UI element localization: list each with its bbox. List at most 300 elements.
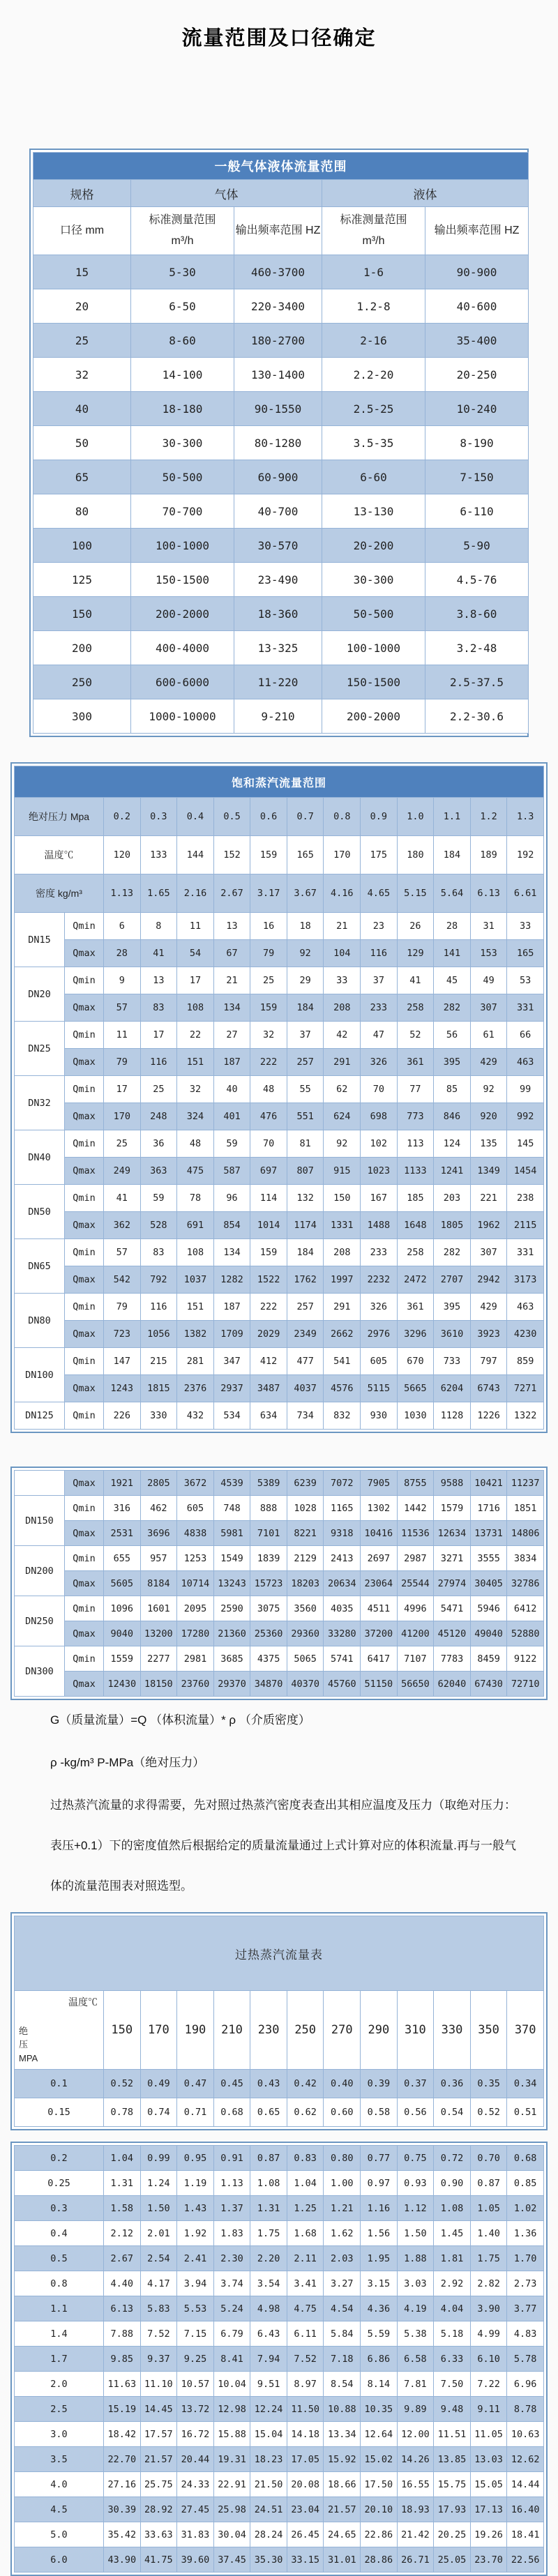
qmax-value: 33280 [324, 1621, 361, 1646]
steam-density-value: 1.40 [470, 2221, 507, 2246]
qmin-value: 33 [324, 967, 361, 994]
qmin-value: 6412 [507, 1596, 544, 1621]
steam-density-value: 1.95 [361, 2246, 398, 2271]
t1-range-value: 9-210 [234, 699, 322, 734]
qmax-value: 141 [434, 940, 471, 967]
qmax-value: 2942 [470, 1266, 507, 1294]
qmin-value: 11 [104, 1022, 141, 1049]
steam-density-value: 0.72 [434, 2146, 471, 2171]
steam-density-value: 9.48 [434, 2397, 471, 2422]
qmax-value: 72710 [507, 1672, 544, 1697]
qmax-value: 13243 [213, 1571, 250, 1596]
steam-density-value: 8.97 [287, 2372, 324, 2397]
qmax-value: 159 [250, 994, 287, 1022]
steam-density-value: 2.54 [140, 2246, 177, 2271]
pressure-row-label: 0.25 [15, 2171, 104, 2196]
qmax-value: 12430 [104, 1672, 141, 1697]
steam-density-value: 5.84 [324, 2321, 361, 2347]
t1-range-value: 60-900 [234, 460, 322, 494]
selection-instructions: 过热蒸汽流量的求得需要，先对照过热蒸汽密度表查出其相应温度及压力（取绝对压力：表压+0.1）下的密度值然后根据给定的质量流量通过上式计算对应的体积流量.再与一般气体的流量范围表对照选型。 [50, 1798, 516, 1893]
col-header-spec: 规格 [33, 180, 131, 207]
qmax-value: 29370 [213, 1672, 250, 1697]
table-title: 过热蒸汽流量表 [15, 1916, 544, 1991]
steam-density-value: 1.70 [507, 2246, 544, 2271]
qmin-value: 395 [434, 1294, 471, 1321]
steam-density-value: 2.92 [434, 2271, 471, 2296]
t1-range-value: 100-1000 [131, 529, 234, 563]
qmin-value: 3560 [287, 1596, 324, 1621]
pressure-value: 0.7 [287, 798, 324, 836]
steam-density-value: 0.68 [213, 2098, 250, 2127]
steam-density-value: 0.85 [507, 2171, 544, 2196]
steam-density-value: 0.87 [250, 2146, 287, 2171]
qmin-value: 221 [470, 1185, 507, 1212]
qmax-value: 45120 [434, 1621, 471, 1646]
saturated-steam-table-continued [10, 1467, 548, 1700]
qmin-value: 17 [104, 1076, 141, 1103]
t1-data-row [33, 665, 529, 699]
qmax-value: 1331 [324, 1212, 361, 1239]
qmax-value: 361 [397, 1049, 434, 1076]
dn-qmax-row [15, 994, 544, 1022]
qmax-value: 21360 [213, 1621, 250, 1646]
steam-density-value: 0.83 [287, 2146, 324, 2171]
qmax-value: 34870 [250, 1672, 287, 1697]
qmax-value: 1133 [397, 1158, 434, 1185]
steam-density-value: 3.41 [287, 2271, 324, 2296]
qmin-value: 21 [324, 913, 361, 940]
steam-density-value: 5.83 [140, 2296, 177, 2321]
qmin-value: 47 [361, 1022, 398, 1049]
qmin-value: 2277 [140, 1646, 177, 1672]
qmin-label: Qmin [65, 1546, 104, 1571]
notes-section [50, 1710, 516, 1907]
qmax-value: 15723 [250, 1571, 287, 1596]
qmin-value: 4035 [324, 1596, 361, 1621]
qmax-value: 854 [213, 1212, 250, 1239]
qmin-value: 1579 [434, 1496, 471, 1521]
saturated-steam-table [10, 762, 548, 1433]
steam-density-value: 0.80 [324, 2146, 361, 2171]
qmin-label: Qmin [65, 1402, 104, 1430]
t1-data-row [33, 255, 529, 289]
dn-label: DN25 [15, 1022, 65, 1076]
qmax-value: 1709 [213, 1321, 250, 1348]
t1-range-value: 20-250 [425, 358, 529, 392]
qmax-value: 40370 [287, 1672, 324, 1697]
qmax-value: 108 [177, 994, 214, 1022]
temperature-header-row [15, 1991, 544, 2070]
qmin-value: 2697 [361, 1546, 398, 1571]
qmax-value: 52880 [507, 1621, 544, 1646]
dn-label: DN65 [15, 1239, 65, 1294]
qmin-label: Qmin [65, 1596, 104, 1621]
qmax-value: 49040 [470, 1621, 507, 1646]
qmax-value: 257 [287, 1049, 324, 1076]
row-label-temperature: 温度℃ [15, 836, 104, 874]
steam-density-value: 0.54 [434, 2098, 471, 2127]
qmin-value: 3834 [507, 1546, 544, 1571]
qmax-value: 67 [213, 940, 250, 967]
t1-range-value: 23-490 [234, 563, 322, 597]
steam-density-value: 1.43 [177, 2196, 214, 2221]
qmin-value: 150 [324, 1185, 361, 1212]
qmax-value: 208 [324, 994, 361, 1022]
qmax-label: Qmax [65, 1158, 104, 1185]
qmax-value: 18150 [140, 1672, 177, 1697]
steam-density-value: 6.96 [507, 2372, 544, 2397]
qmin-value: 1549 [213, 1546, 250, 1571]
steam-density-value: 14.18 [287, 2422, 324, 2447]
qmin-value: 41 [104, 1185, 141, 1212]
temperature-value: 180 [397, 836, 434, 874]
qmin-value: 31 [470, 913, 507, 940]
qmin-value: 57 [104, 1239, 141, 1266]
steam-density-value: 7.22 [470, 2372, 507, 2397]
t1-range-value: 18-180 [131, 392, 234, 426]
t1-range-value: 3.8-60 [425, 597, 529, 631]
qmin-label: Qmin [65, 1348, 104, 1375]
steam-density-value: 16.72 [177, 2422, 214, 2447]
steam-density-value: 15.02 [361, 2447, 398, 2472]
steam-density-value: 12.24 [250, 2397, 287, 2422]
pressure-row-label: 3.0 [15, 2422, 104, 2447]
steam-density-value: 0.51 [507, 2098, 544, 2127]
density-value: 5.64 [434, 874, 471, 913]
col-header-diameter: 口径 mm [33, 207, 131, 255]
steam-density-value: 1.16 [361, 2196, 398, 2221]
steam-density-value: 25.75 [140, 2472, 177, 2497]
steam-density-value: 1.31 [104, 2171, 141, 2196]
pressure-row-label: 0.8 [15, 2271, 104, 2296]
steam-density-value: 14.45 [140, 2397, 177, 2422]
steam-density-value: 18.41 [507, 2522, 544, 2547]
qmax-value: 331 [507, 994, 544, 1022]
steam-density-value: 11.05 [470, 2422, 507, 2447]
steam-density-value: 1.13 [213, 2171, 250, 2196]
t1-range-value: 2.2-20 [322, 358, 425, 392]
qmax-value: 134 [213, 994, 250, 1022]
qmin-value: 62 [324, 1076, 361, 1103]
qmax-value: 792 [140, 1266, 177, 1294]
steam-density-value: 1.00 [324, 2171, 361, 2196]
steam-density-value: 13.85 [434, 2447, 471, 2472]
qmax-value: 2232 [361, 1266, 398, 1294]
qmin-value: 534 [213, 1402, 250, 1430]
corner-pressure-unit: MPA [19, 2052, 38, 2063]
steam-density-value: 28.92 [140, 2497, 177, 2522]
t1-range-value: 6-60 [322, 460, 425, 494]
qmin-value: 1601 [140, 1596, 177, 1621]
col-header-liquid-freq-range: 输出频率范围 HZ [425, 207, 529, 255]
qmax-value: 1056 [140, 1321, 177, 1348]
dn-label [15, 1471, 65, 1496]
qmax-value: 27974 [434, 1571, 471, 1596]
t1-range-value: 180-2700 [234, 324, 322, 358]
qmax-value: 697 [250, 1158, 287, 1185]
steam-density-value: 6.11 [287, 2321, 324, 2347]
qmax-value: 11237 [507, 1471, 544, 1496]
steam-density-value: 14.26 [397, 2447, 434, 2472]
t1-data-row [33, 529, 529, 563]
general-gas-liquid-table [29, 149, 529, 737]
qmin-value: 4375 [250, 1646, 287, 1672]
steam-density-value: 4.36 [361, 2296, 398, 2321]
steam-density-value: 22.56 [507, 2547, 544, 2573]
row-label-pressure: 绝对压力 Mpa [15, 798, 104, 836]
t1-data-row [33, 289, 529, 324]
steam-density-value: 3.74 [213, 2271, 250, 2296]
qmax-value: 151 [177, 1049, 214, 1076]
qmax-value: 1648 [397, 1212, 434, 1239]
header-row-media [33, 180, 529, 207]
t1-data-row [33, 426, 529, 460]
t1-range-value: 100-1000 [322, 631, 425, 665]
pressure-row-label: 6.0 [15, 2547, 104, 2573]
qmax-value: 429 [470, 1049, 507, 1076]
t1-range-value: 50-500 [131, 460, 234, 494]
qmax-value: 4230 [507, 1321, 544, 1348]
qmax-value: 1997 [324, 1266, 361, 1294]
steam-density-value: 2.30 [213, 2246, 250, 2271]
steam-density-value: 1.08 [250, 2171, 287, 2196]
t1-range-value: 2-16 [322, 324, 425, 358]
qmax-value: 187 [213, 1049, 250, 1076]
qmax-value: 5981 [213, 1521, 250, 1546]
steam-density-value: 27.45 [177, 2497, 214, 2522]
steam-density-value: 0.37 [397, 2070, 434, 2098]
steam-density-value: 4.19 [397, 2296, 434, 2321]
qmax-value: 28 [104, 940, 141, 967]
steam-density-value: 20.44 [177, 2447, 214, 2472]
qmax-value: 551 [287, 1103, 324, 1130]
corner-pressure-label [19, 2024, 38, 2066]
t1-range-value: 2.5-37.5 [425, 665, 529, 699]
temperature-column-header: 290 [361, 1991, 398, 2070]
qmin-value: 6 [104, 913, 141, 940]
qmin-value: 1165 [324, 1496, 361, 1521]
dn-label: DN15 [15, 913, 65, 967]
qmin-value: 541 [324, 1348, 361, 1375]
qmin-value: 151 [177, 1294, 214, 1321]
qmax-value: 5115 [361, 1375, 398, 1402]
steam-density-value: 7.52 [140, 2321, 177, 2347]
qmax-value: 165 [507, 940, 544, 967]
qmin-value: 66 [507, 1022, 544, 1049]
qmin-value: 888 [250, 1496, 287, 1521]
qmin-value: 9 [104, 967, 141, 994]
steam-density-value: 7.94 [250, 2347, 287, 2372]
steam-density-value: 1.88 [397, 2246, 434, 2271]
steam-density-value: 4.83 [507, 2321, 544, 2347]
qmin-label: Qmin [65, 1646, 104, 1672]
qmax-value: 184 [287, 994, 324, 1022]
qmin-value: 6417 [361, 1646, 398, 1672]
steam-density-value: 22.86 [361, 2522, 398, 2547]
steam-density-value: 12.00 [397, 2422, 434, 2447]
steam-density-value: 25.98 [213, 2497, 250, 2522]
t1-data-row [33, 324, 529, 358]
steam-density-value: 1.04 [104, 2146, 141, 2171]
qmax-label: Qmax [65, 940, 104, 967]
qmax-value: 41 [140, 940, 177, 967]
qmin-value: 734 [287, 1402, 324, 1430]
qmax-value: 6743 [470, 1375, 507, 1402]
qmin-value: 26 [397, 913, 434, 940]
diameter-value: 20 [33, 289, 131, 324]
qmin-value: 42 [324, 1022, 361, 1049]
steam-density-value: 21.57 [140, 2447, 177, 2472]
header-row-columns [33, 207, 529, 255]
qmin-value: 832 [324, 1402, 361, 1430]
temperature-value: 120 [104, 836, 141, 874]
t1-range-value: 40-600 [425, 289, 529, 324]
qmax-value: 2115 [507, 1212, 544, 1239]
qmin-value: 13 [140, 967, 177, 994]
qmin-value: 797 [470, 1348, 507, 1375]
steam-density-value: 3.54 [250, 2271, 287, 2296]
qmax-value: 326 [361, 1049, 398, 1076]
qmin-value: 70 [361, 1076, 398, 1103]
t1-data-row [33, 392, 529, 426]
steam-density-value: 21.57 [324, 2497, 361, 2522]
steam-density-value: 27.16 [104, 2472, 141, 2497]
steam-density-value: 1.02 [507, 2196, 544, 2221]
dn-qmin-row [15, 1130, 544, 1158]
qmax-label: Qmax [65, 1471, 104, 1496]
qmin-label: Qmin [65, 967, 104, 994]
qmin-value: 2129 [287, 1546, 324, 1571]
steam-density-value: 2.20 [250, 2246, 287, 2271]
steam-density-value: 0.45 [213, 2070, 250, 2098]
qmax-value: 463 [507, 1049, 544, 1076]
steam-density-value: 0.75 [397, 2146, 434, 2171]
qmax-value: 7072 [324, 1471, 361, 1496]
steam-density-value: 0.40 [324, 2070, 361, 2098]
steam-density-value: 4.99 [470, 2321, 507, 2347]
steam-density-value: 1.37 [213, 2196, 250, 2221]
qmax-value: 116 [361, 940, 398, 967]
qmin-value: 4511 [361, 1596, 398, 1621]
steam-density-value: 26.45 [287, 2522, 324, 2547]
t1-range-value: 90-900 [425, 255, 529, 289]
t1-range-value: 3.2-48 [425, 631, 529, 665]
qmax-value: 2349 [287, 1321, 324, 1348]
density-value: 4.16 [324, 874, 361, 913]
qmax-value: 698 [361, 1103, 398, 1130]
qmin-value: 462 [140, 1496, 177, 1521]
qmax-label: Qmax [65, 1521, 104, 1546]
qmax-value: 401 [213, 1103, 250, 1130]
qmin-value: 147 [104, 1348, 141, 1375]
steam-density-value: 2.41 [177, 2246, 214, 2271]
qmin-value: 25 [104, 1130, 141, 1158]
dn-qmin-row [15, 1496, 544, 1521]
qmax-value: 2029 [250, 1321, 287, 1348]
temperature-value: 189 [470, 836, 507, 874]
qmin-value: 258 [397, 1239, 434, 1266]
steam-density-value: 1.50 [397, 2221, 434, 2246]
qmax-label: Qmax [65, 994, 104, 1022]
qmax-value: 4539 [213, 1471, 250, 1496]
qmax-value: 992 [507, 1103, 544, 1130]
qmax-value: 116 [140, 1049, 177, 1076]
pressure-row-label: 0.4 [15, 2221, 104, 2246]
t1-data-row [33, 699, 529, 734]
dn-qmax-row [15, 1471, 544, 1496]
pressure-value: 0.3 [140, 798, 177, 836]
steam-density-value: 8.78 [507, 2397, 544, 2422]
dn-label: DN125 [15, 1402, 65, 1430]
qmin-value: 53 [507, 967, 544, 994]
steam-density-value: 3.03 [397, 2271, 434, 2296]
dn-qmin-row [15, 1239, 544, 1266]
dn-qmax-row [15, 940, 544, 967]
t1-range-value: 80-1280 [234, 426, 322, 460]
density-value: 4.65 [361, 874, 398, 913]
steam-density-value: 0.99 [140, 2146, 177, 2171]
steam-density-value: 1.24 [140, 2171, 177, 2196]
qmax-value: 2805 [140, 1471, 177, 1496]
dn-qmax-row [15, 1521, 544, 1546]
qmax-value: 2707 [434, 1266, 471, 1294]
corner-temperature-label: 温度℃ [68, 1997, 98, 2008]
steam-density-value: 22.91 [213, 2472, 250, 2497]
qmin-value: 99 [507, 1076, 544, 1103]
steam-density-value: 8.41 [213, 2347, 250, 2372]
qmax-value: 2976 [361, 1321, 398, 1348]
pressure-value: 0.2 [104, 798, 141, 836]
superheated-steam-table [10, 1912, 548, 2130]
steam-density-value: 16.40 [507, 2497, 544, 2522]
steam-density-value: 0.91 [213, 2146, 250, 2171]
steam-density-value: 8.14 [361, 2372, 398, 2397]
qmax-value: 2376 [177, 1375, 214, 1402]
qmax-value: 10416 [361, 1521, 398, 1546]
steam-density-value: 19.31 [213, 2447, 250, 2472]
t1-range-value: 30-300 [131, 426, 234, 460]
qmin-value: 8 [140, 913, 177, 940]
t1-range-value: 13-325 [234, 631, 322, 665]
steam-density-value: 1.12 [397, 2196, 434, 2221]
qmin-value: 655 [104, 1546, 141, 1571]
qmax-value: 29360 [287, 1621, 324, 1646]
temperature-value: 133 [140, 836, 177, 874]
steam-density-value: 0.62 [287, 2098, 324, 2127]
steam-density-value: 2.73 [507, 2271, 544, 2296]
qmin-value: 5471 [434, 1596, 471, 1621]
qmax-value: 92 [287, 940, 324, 967]
qmin-value: 7107 [397, 1646, 434, 1672]
qmin-label: Qmin [65, 1239, 104, 1266]
qmin-value: 13 [213, 913, 250, 940]
qmax-value: 1454 [507, 1158, 544, 1185]
qmin-value: 208 [324, 1239, 361, 1266]
steam-density-value: 6.43 [250, 2321, 287, 2347]
steam-density-value: 1.21 [324, 2196, 361, 2221]
steam-density-value: 7.52 [287, 2347, 324, 2372]
steam-density-value: 7.88 [104, 2321, 141, 2347]
t1-range-value: 2.5-25 [322, 392, 425, 426]
corner-cell [15, 1991, 104, 2070]
t1-data-row [33, 460, 529, 494]
t1-range-value: 200-2000 [322, 699, 425, 734]
steam-density-value: 15.92 [324, 2447, 361, 2472]
qmax-value: 11536 [397, 1521, 434, 1546]
pressure-row [15, 798, 544, 836]
diameter-value: 32 [33, 358, 131, 392]
density-value: 1.13 [104, 874, 141, 913]
